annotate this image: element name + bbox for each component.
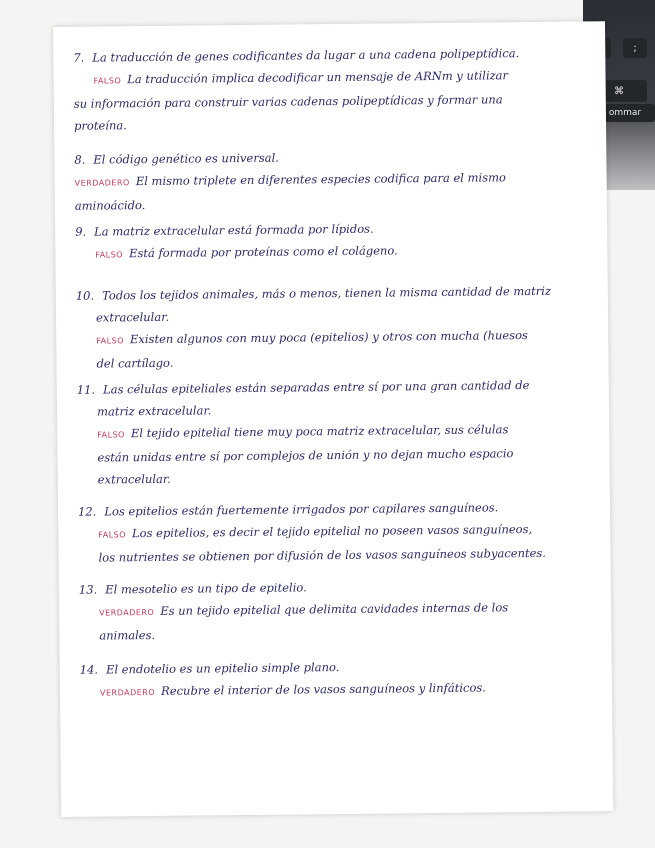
question-number: 9. [75, 224, 87, 239]
answer-line: FALSO Existen algunos con muy poca (epitelios) y otros con mucha (huesos [96, 328, 528, 347]
statement-line: 8. El código genético es universal. [74, 150, 279, 167]
question-11 [77, 373, 588, 490]
statement-line: 7. La traducción de genes codificantes da lugar a una cadena polipeptídica. [73, 46, 520, 65]
statement-line: matriz extracelular. [96, 403, 212, 419]
verdict-label: FALSO [96, 336, 125, 346]
answer-line: extracelular. [97, 471, 171, 487]
statement-line: 14. El endotelio es un epitelio simple plano. [79, 660, 340, 677]
statement-line: extracelular. [95, 309, 170, 325]
answer-line: FALSO La traducción implica decodificar un mensaje de ARNm y utilizar [93, 68, 509, 87]
statement-line: 11. Las células epiteliales están separadas entre sí por una gran cantidad de [76, 378, 530, 397]
verdict-label: VERDADERO [74, 178, 130, 188]
question-10 [76, 279, 587, 374]
question-14 [80, 653, 590, 704]
statement-line: 12. Los epitelios están fuertemente irrigados por capilares sanguíneos. [78, 500, 499, 519]
verdict-label: VERDADERO [99, 607, 155, 618]
question-number: 12. [78, 504, 97, 519]
verdict-label: FALSO [95, 250, 124, 260]
verdict-label: FALSO [98, 530, 127, 540]
verdict-label: VERDADERO [99, 687, 156, 698]
keyboard-key-command-label: ommar [595, 104, 655, 122]
question-number: 11. [76, 382, 96, 397]
question-number: 13. [78, 582, 98, 597]
question-number: 8. [74, 152, 86, 167]
answer-line: FALSO Está formada por proteínas como el colágeno. [95, 243, 398, 261]
answer-line: están unidas entre sí por complejos de unión y no dejan mucho espacio [97, 446, 514, 465]
statement-line: 9. La matriz extracelular está formada por lípidos. [75, 221, 374, 239]
verdict-label: FALSO [97, 430, 125, 440]
answer-line: los nutrientes se obtienen por difusión de los vasos sanguíneos subyacentes. [98, 545, 546, 565]
answer-line: animales. [99, 627, 156, 643]
answer-line: aminoácido. [74, 198, 146, 213]
statement-line: 13. El mesotelio es un tipo de epitelio. [78, 580, 307, 597]
answer-line: VERDADERO Recubre el interior de los vasos sanguíneos y linfáticos. [99, 680, 486, 698]
answer-line: VERDADERO El mismo triplete en diferentes especies codifica para el mismo [74, 170, 506, 189]
verdict-label: FALSO [93, 76, 122, 86]
question-number: 14. [79, 662, 99, 677]
answer-line: FALSO El tejido epitelial tiene muy poca matriz extracelular, sus células [97, 422, 509, 441]
question-12 [78, 495, 589, 568]
handwritten-page [53, 21, 613, 817]
question-13 [79, 573, 590, 646]
question-7 [73, 41, 584, 136]
keyboard-key-semicolon: ; [623, 38, 647, 58]
answer-line: su información para construir varias cadenas polipeptídicas y formar una [73, 92, 503, 111]
answer-line: VERDADERO Es un tejido epitelial que delimita cavidades internas de los [99, 600, 509, 618]
statement-line: 10. Todos los tejidos animales, más o menos, tienen la misma cantidad de matriz [75, 283, 552, 303]
question-number: 10. [75, 288, 95, 303]
answer-line: proteína. [73, 118, 127, 133]
question-8 [74, 143, 585, 216]
answer-line: del cartílago. [96, 355, 174, 371]
keyboard-key-command-icon: ⌘ [591, 80, 647, 102]
question-number: 7. [73, 50, 85, 65]
answer-line: FALSO Los epitelios, es decir el tejido epitelial no poseen vasos sanguíneos, [98, 522, 533, 541]
question-9 [75, 215, 585, 266]
